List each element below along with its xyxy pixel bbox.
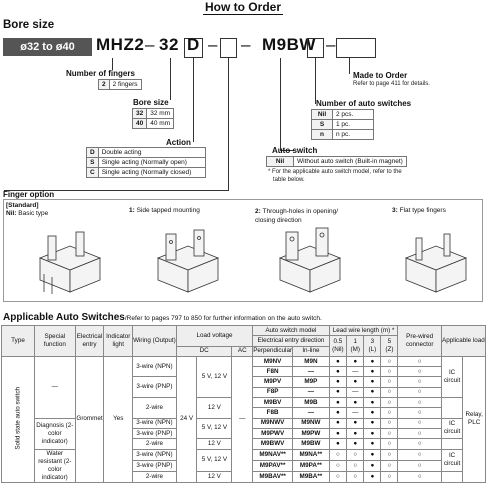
dc-voltage-sub: 12 V [197,398,232,419]
option-code: 32 [133,109,147,119]
col-lead-1: 1 (M) [347,336,364,357]
prewired: ○ [398,408,441,418]
col-indicator: Indicator light [104,326,133,357]
lead-1: — [347,408,364,418]
prewired: ○ [398,460,441,471]
model-perpendicular: M9PV [253,377,293,387]
model-perpendicular: F8N [253,367,293,377]
wiring: 3-wire (PNP) [133,460,177,471]
prewired: ○ [398,449,441,460]
col-perpendicular: Perpendicular [253,346,293,356]
dc-voltage-sub: 5 V, 12 V [197,449,232,471]
action-table [86,147,206,178]
col-lead-3: 3 (L) [364,336,381,357]
load-ic: IC circuit [441,418,463,439]
model-dash: – [208,35,218,54]
dc-voltage-sub: 5 V, 12 V [197,356,232,397]
model-perpendicular: M9NWV [253,418,293,428]
auto-switch-note: table below. [273,177,305,183]
auto-switch-note: * For the applicable auto switch model, refer to the [268,169,402,175]
option-desc: Single acting (Normally open) [98,158,205,168]
applicable-switches-heading: Applicable Auto Switches/Refer to pages 797 to 850 for further information on the auto switch. [3,312,322,323]
col-switch-model: Auto switch model [253,326,330,336]
model-inline: — [293,387,330,397]
model-action: D [187,35,200,54]
prewired: ○ [398,439,441,449]
made-to-order-box [336,38,376,58]
lead-05: ● [329,356,346,366]
option-code: D [87,148,99,158]
auto-switch-title: Auto switch [272,146,318,155]
option-code: 3: [392,207,398,214]
lead-3: ● [364,471,381,482]
load-ic: IC circuit [441,449,463,471]
col-ac: AC [232,346,253,356]
option-desc: 2 pcs. [333,110,374,120]
lead-05: ○ [329,471,346,482]
lead-5: ○ [381,418,398,428]
model-switch: M9BW [262,35,316,54]
model-dash: – [326,35,336,54]
lead-05: ● [329,428,346,438]
lead-5: ○ [381,460,398,471]
model-perpendicular: M9NV [253,356,293,366]
wiring: 3-wire (PNP) [133,428,177,438]
model-perpendicular: F8P [253,387,293,397]
dc-voltage-sub: 12 V [197,439,232,449]
made-to-order-title: Made to Order [353,71,408,80]
dc-voltage-sub: 5 V, 12 V [197,418,232,439]
ac-voltage: — [232,356,253,482]
option-desc: n pc. [333,130,374,140]
option-desc: Without auto switch (Built-in magnet) [294,157,407,167]
lead-05: ● [329,367,346,377]
model-inline: — [293,367,330,377]
finger-option-box [220,38,237,58]
col-type: Type [2,326,35,357]
lead-3: ● [364,367,381,377]
lead-1: — [347,367,364,377]
lead-05: ○ [329,449,346,460]
special-function: Diagnosis (2-color indicator) [35,418,76,449]
gripper-side-tapped-image [148,222,228,298]
lead-05: ● [329,439,346,449]
lead-5: ○ [381,377,398,387]
lead-5: ○ [381,471,398,482]
col-lead-length: Lead wire length (m) * [329,326,398,336]
lead-1: ● [347,356,364,366]
col-load-voltage: Load voltage [176,326,252,347]
model-perpendicular: F8B [253,408,293,418]
model-perpendicular: M9PWV [253,428,293,438]
special-function: — [35,356,76,418]
dc-voltage-sub: 12 V [197,471,232,482]
lead-05: ● [329,418,346,428]
wiring: 3-wire (NPN) [133,356,177,377]
lead-1: ● [347,398,364,408]
leader-line [349,58,350,74]
lead-1: ● [347,418,364,428]
option-code: Nil [312,110,333,120]
page-title: How to Order [204,0,281,14]
lead-3: ● [364,398,381,408]
electrical-entry: Grommet [75,356,104,482]
model-series: MHZ2 [96,35,145,54]
model-inline: M9BW [293,439,330,449]
option-code: C [87,168,99,178]
model-inline: M9B [293,398,330,408]
model-inline: M9BA** [293,471,330,482]
col-entry: Electrical entry [75,326,104,357]
switch-type: Solid state auto switch [2,356,35,482]
model-inline: M9P [293,377,330,387]
auto-switch-table [1,325,486,483]
col-lead-05: 0.5 (Nil) [329,336,346,357]
finger-option-title: Finger option [3,190,55,199]
lead-05: ○ [329,460,346,471]
made-to-order-note: Refer to page 411 for details. [353,81,430,87]
col-entry-direction: Electrical entry direction [253,336,330,346]
lead-5: ○ [381,449,398,460]
lead-5: ○ [381,408,398,418]
leader-line [280,58,281,150]
model-inline: M9PW [293,428,330,438]
model-dash: – [241,35,251,54]
prewired: ○ [398,367,441,377]
wiring: 2-wire [133,398,177,419]
special-function: Water resistant (2-color indicator) [35,449,76,482]
bore-range-badge: ø32 to ø40 [3,38,92,56]
load-ic [441,439,463,449]
prewired: ○ [398,471,441,482]
model-inline: — [293,408,330,418]
wiring: 2-wire [133,439,177,449]
option-code: S [312,120,333,130]
num-switches-title: Number of auto switches [316,99,412,108]
option-desc: 2 fingers [109,80,141,90]
lead-3: ● [364,356,381,366]
lead-1: ● [347,439,364,449]
gripper-basic-image [30,222,110,298]
col-wiring: Wiring (Output) [133,326,177,357]
indicator-light: Yes [104,356,133,482]
num-fingers-table [98,79,142,90]
model-perpendicular: M9NAV** [253,449,293,460]
option-desc: Double acting [98,148,205,158]
load-ic [441,398,463,419]
lead-1: — [347,387,364,397]
col-applicable-load: Applicable load [441,326,485,357]
lead-3: ● [364,418,381,428]
model-inline: M9PA** [293,460,330,471]
lead-05: ● [329,387,346,397]
leader-line [170,58,171,100]
model-inline: M9NW [293,418,330,428]
option-desc: closing direction [255,217,302,224]
leader-line [193,58,194,142]
lead-05: ● [329,408,346,418]
bore-size-heading: Bore size [3,19,55,31]
col-inline: In-line [293,346,330,356]
bore-size-table [132,108,174,129]
num-fingers-title: Number of fingers [66,69,135,78]
load-ic: IC circuit [441,356,463,397]
prewired: ○ [398,387,441,397]
lead-5: ○ [381,367,398,377]
col-dc: DC [176,346,232,356]
option-desc: Flat type fingers [399,207,446,214]
lead-5: ○ [381,356,398,366]
wiring: 2-wire [133,471,177,482]
lead-1: ○ [347,460,364,471]
model-dash: – [145,35,155,54]
wiring: 3-wire (PNP) [133,377,177,398]
lead-1: ○ [347,449,364,460]
bore-size-title: Bore size [133,98,169,107]
option-code: 40 [133,119,147,129]
lead-1: ○ [347,471,364,482]
option-code: Nil: [6,210,17,217]
model-perpendicular: M9BV [253,398,293,408]
switch-count-box [307,38,324,58]
option-code: S [87,158,99,168]
applicable-note: /Refer to pages 797 to 850 for further information on the auto switch. [124,315,322,322]
lead-3: ● [364,428,381,438]
option-desc: 40 mm [147,119,174,129]
model-bore: 32 [159,35,179,54]
wiring: 3-wire (NPN) [133,449,177,460]
wiring: 3-wire (NPN) [133,418,177,428]
prewired: ○ [398,377,441,387]
option-code: 1: [129,207,135,214]
lead-3: ● [364,460,381,471]
prewired: ○ [398,356,441,366]
model-inline: M9NA** [293,449,330,460]
col-prewired: Pre-wired connector [398,326,441,357]
dc-voltage: 24 V [176,356,197,482]
col-lead-5: 5 (Z) [381,336,398,357]
col-special: Special function [35,326,76,357]
option-desc: Basic type [18,210,49,217]
table-row [2,356,486,366]
lead-5: ○ [381,398,398,408]
lead-3: ● [364,408,381,418]
auto-switch-table [266,156,407,167]
option-code: 2 [99,80,110,90]
option-desc: 32 mm [147,109,174,119]
model-perpendicular: M9BAV** [253,471,293,482]
model-inline: M9N [293,356,330,366]
lead-5: ○ [381,428,398,438]
leader-line [315,58,316,104]
leader-line [228,58,229,190]
load-ic [441,471,463,482]
option-code: Nil [267,157,294,167]
option-desc: Single acting (Normally closed) [98,168,205,178]
option-desc: Side tapped mounting [136,207,200,214]
prewired: ○ [398,398,441,408]
lead-1: ● [347,377,364,387]
prewired: ○ [398,428,441,438]
lead-05: ● [329,377,346,387]
option-desc: Through-holes in opening/ [262,208,339,215]
option-desc: 1 pc. [333,120,374,130]
prewired: ○ [398,418,441,428]
lead-1: ● [347,428,364,438]
load-relay: Relay, PLC [463,356,486,482]
standard-label: [Standard] [6,202,39,209]
model-perpendicular: M9PAV** [253,460,293,471]
option-code: n [312,130,333,140]
gripper-flat-fingers-image [396,222,476,298]
lead-3: ● [364,387,381,397]
action-title: Action [166,138,191,147]
lead-5: ○ [381,387,398,397]
lead-05: ● [329,398,346,408]
lead-3: ● [364,449,381,460]
option-code: 2: [255,208,261,215]
lead-3: ● [364,377,381,387]
lead-3: ● [364,439,381,449]
num-switches-table [311,109,374,140]
gripper-through-holes-image [270,222,350,298]
lead-5: ○ [381,439,398,449]
model-perpendicular: M9BWV [253,439,293,449]
